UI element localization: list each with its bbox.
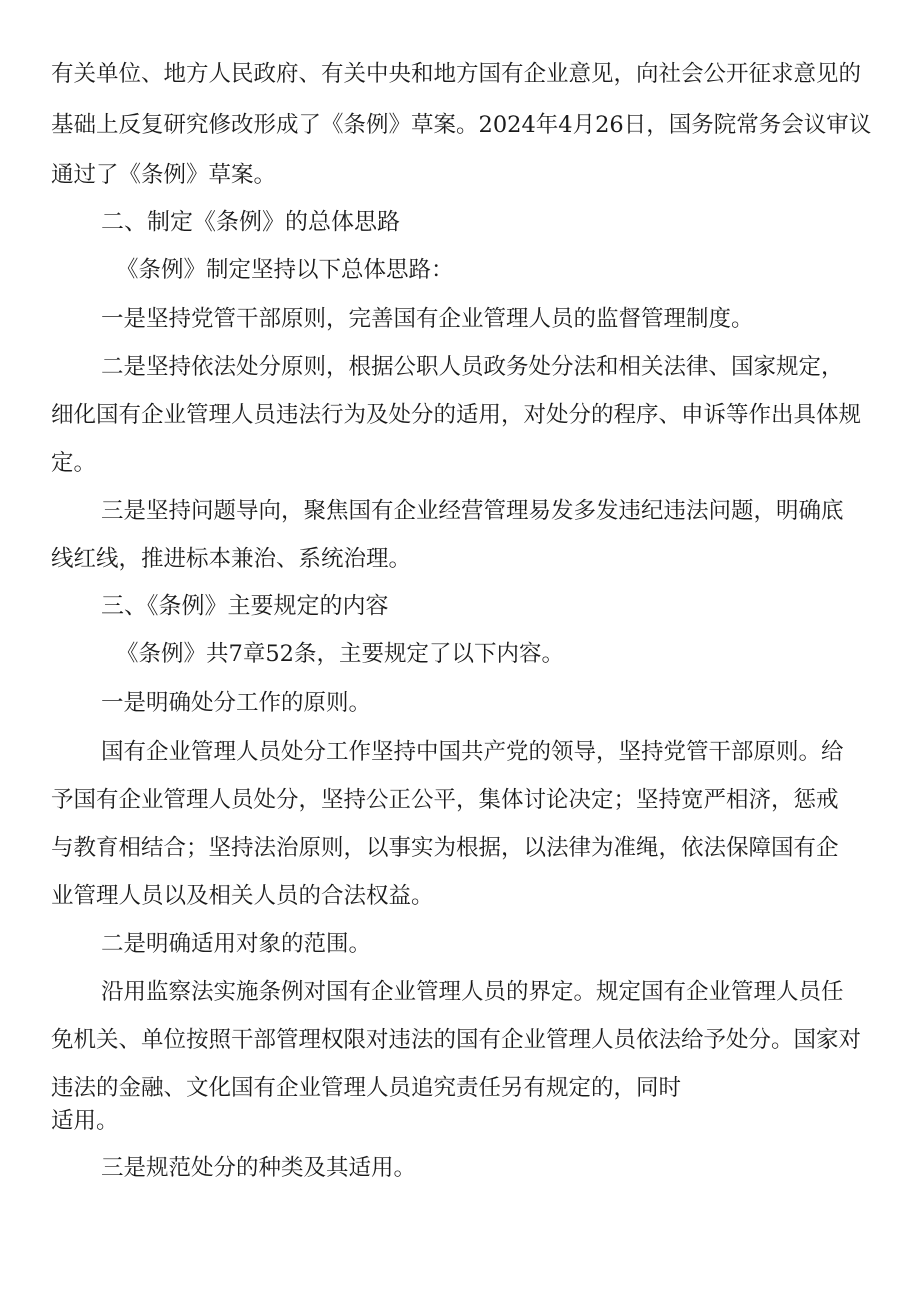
body-line-20: 沿用监察法实施条例对国有企业管理人员的界定。规定国有企业管理人员任 [101,979,844,1005]
body-line-22: 违法的金融、文化国有企业管理人员追究责任另有规定的，同时 [51,1075,682,1101]
body-line-7: 二是坚持依法处分原则，根据公职人员政务处分法和相关法律、国家规定， [101,354,844,380]
body-line-8: 细化国有企业管理人员违法行为及处分的适用，对处分的程序、申诉等作出具体规 [51,402,862,428]
body-line-17: 与教育相结合；坚持法治原则，以事实为根据，以法律为准绳，依法保障国有企 [51,835,839,861]
body-line-5: 《条例》制定坚持以下总体思路： [116,257,454,283]
section-heading-3: 三、《条例》主要规定的内容 [101,593,389,619]
body-line-18: 业管理人员以及相关人员的合法权益。 [51,883,434,909]
body-line-16: 予国有企业管理人员处分，坚持公正公平，集体讨论决定；坚持宽严相济，惩戒 [51,787,839,813]
body-line-10: 三是坚持问题导向，聚焦国有企业经营管理易发多发违纪违法问题，明确底 [101,498,844,524]
body-line-24: 三是规范处分的种类及其适用。 [101,1155,417,1181]
body-line-23: 适用。 [51,1108,119,1134]
body-line-14: 一是明确处分工作的原则。 [101,690,372,716]
body-line-15: 国有企业管理人员处分工作坚持中国共产党的领导，坚持党管干部原则。给 [101,739,844,765]
body-line-13: 《条例》共7章52条，主要规定了以下内容。 [116,641,564,667]
body-line-19: 二是明确适用对象的范围。 [101,931,372,957]
body-line-2: 基础上反复研究修改形成了《条例》草案。2024年4月26日，国务院常务会议审议 [51,112,872,138]
body-line-3: 通过了《条例》草案。 [51,162,277,188]
body-line-11: 线红线，推进标本兼治、系统治理。 [51,546,412,572]
body-line-21: 免机关、单位按照干部管理权限对违法的国有企业管理人员依法给予处分。国家对 [51,1027,862,1053]
body-line-9: 定。 [51,450,97,476]
body-line-6: 一是坚持党管干部原则，完善国有企业管理人员的监督管理制度。 [101,306,754,332]
body-line-1: 有关单位、地方人民政府、有关中央和地方国有企业意见，向社会公开征求意见的 [51,61,862,87]
section-heading-2: 二、制定《条例》的总体思路 [101,209,400,235]
